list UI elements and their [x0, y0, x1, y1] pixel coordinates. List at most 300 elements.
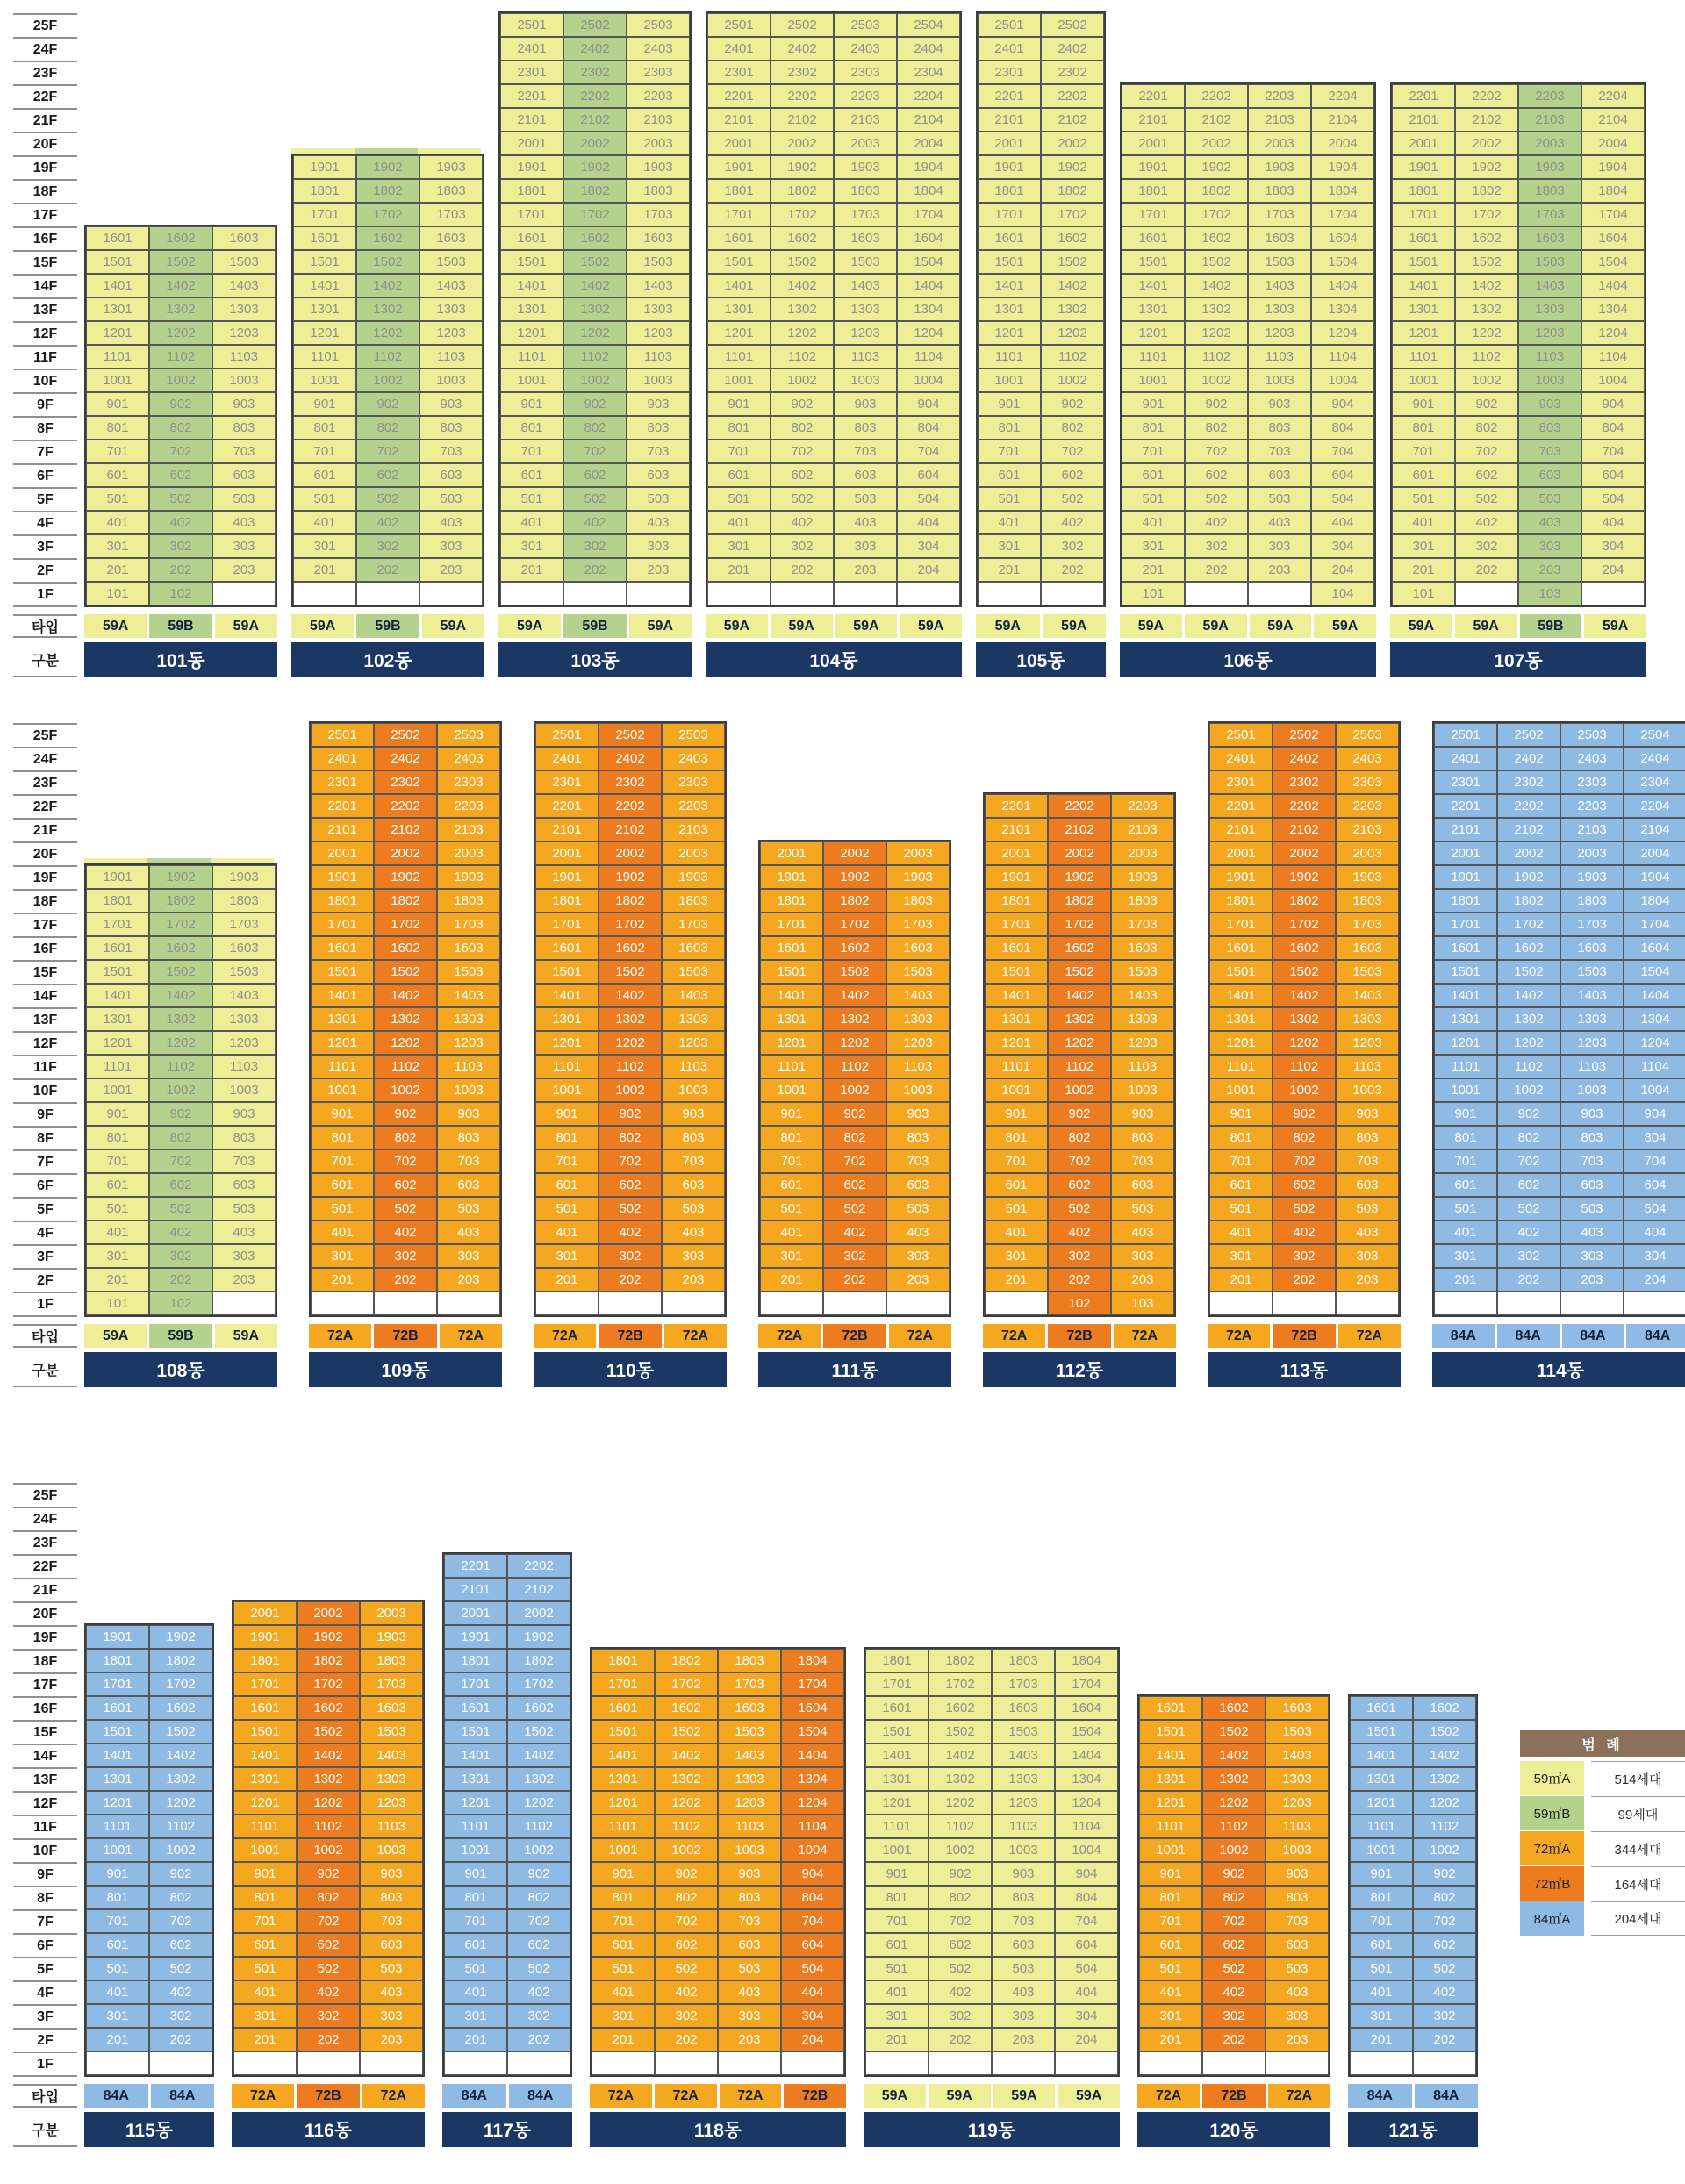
unit-cell: 1901: [707, 155, 771, 179]
unit-cell: 1303: [1111, 1007, 1174, 1031]
unit-cell: 703: [1266, 1909, 1329, 1933]
unit-cell: 1501: [86, 250, 149, 274]
unit-cell: 1204: [781, 1791, 844, 1815]
unit-cell: 903: [834, 392, 897, 416]
spacer: [590, 2077, 846, 2084]
unit-cell: 1102: [1041, 345, 1104, 369]
unit-cell: 301: [293, 534, 356, 558]
unit-cell: 501: [293, 487, 356, 511]
floor-row: [233, 1838, 423, 1862]
floor-row: [1139, 1815, 1329, 1838]
unit-cell: 901: [311, 1102, 374, 1126]
unit-cell: 301: [985, 1244, 1048, 1268]
unit-cell: 1202: [599, 1031, 662, 1055]
floor-row: [311, 913, 500, 936]
type-chip: 59A: [900, 614, 962, 638]
floor-row: [535, 770, 725, 794]
floor-row: [311, 1268, 500, 1292]
unit-cell: 2201: [1209, 794, 1273, 818]
floor-row: [311, 1031, 500, 1055]
floor-row: [1209, 1126, 1399, 1149]
unit-cell: 1602: [1413, 1696, 1476, 1720]
unit-cell: 501: [444, 1957, 507, 1980]
unit-cell: 2003: [886, 841, 950, 865]
unit-cell: 603: [437, 1173, 500, 1197]
floor-row: [978, 534, 1104, 558]
unit-cell: 302: [149, 2004, 212, 2028]
floor-row: [233, 1625, 423, 1649]
unit-cell: 1701: [1209, 913, 1273, 936]
floor-row: [86, 1102, 276, 1126]
unit-cell: 1001: [1139, 1838, 1202, 1862]
unit-cell: 1202: [1048, 1031, 1111, 1055]
floor-row: [311, 1197, 500, 1221]
unit-cell: 303: [1560, 1244, 1624, 1268]
unit-cell: 1402: [1048, 984, 1111, 1007]
unit-cell: 203: [992, 2028, 1055, 2052]
floor-row: [760, 1149, 950, 1173]
unit-cell: 602: [374, 1173, 437, 1197]
floor-row: [865, 1720, 1118, 1744]
unit-cell: 1901: [293, 155, 356, 179]
unit-cell: 1501: [1434, 960, 1497, 984]
floor-row: [535, 1078, 725, 1102]
unit-cell: 903: [1248, 392, 1311, 416]
building-floors: [84, 863, 277, 1317]
floor-label: 21F: [13, 108, 77, 132]
floor-row: [1350, 1957, 1476, 1980]
floor-row: [592, 1862, 844, 1886]
section-row-3: [13, 1483, 1478, 2147]
type-chip: 72A: [758, 1324, 821, 1348]
floor-label: 5F: [13, 1957, 77, 1980]
unit-cell: 1801: [1434, 889, 1497, 913]
unit-cell: 2203: [662, 794, 725, 818]
unit-cell: 502: [929, 1957, 992, 1980]
unit-cell: 1102: [655, 1815, 718, 1838]
unit-cell: 2503: [627, 13, 690, 37]
building-name-bar: 105동: [976, 642, 1106, 677]
unit-cell: 1704: [1311, 203, 1374, 226]
unit-cell: 1402: [507, 1744, 570, 1767]
unit-cell: 2002: [1455, 132, 1518, 155]
unit-cell: 902: [507, 1862, 570, 1886]
unit-cell: 1101: [535, 1055, 599, 1078]
unit-cell: 1203: [1518, 321, 1581, 345]
unit-cell: 1301: [1434, 1007, 1497, 1031]
unit-cell: 1803: [662, 889, 725, 913]
unit-cell: 2102: [1273, 818, 1336, 841]
unit-cell: 803: [1518, 416, 1581, 440]
unit-cell: 301: [760, 1244, 823, 1268]
type-chip: 84A: [1562, 1324, 1624, 1348]
unit-cell: 1204: [1624, 1031, 1685, 1055]
unit-cell: 202: [563, 558, 627, 582]
unit-cell: 501: [978, 487, 1041, 511]
floor-row: [978, 61, 1104, 84]
building-floors: [1432, 721, 1685, 1317]
unit-cell: 802: [1413, 1886, 1476, 1909]
unit-cell: 601: [86, 1173, 149, 1197]
unit-cell: 503: [1266, 1957, 1329, 1980]
unit-cell: 802: [149, 1886, 212, 1909]
unit-cell: 1301: [1209, 1007, 1273, 1031]
empty-unit-cell: [834, 582, 897, 605]
floor-axis: [13, 13, 77, 677]
floor-label: 25F: [13, 723, 77, 747]
unit-cell: 1002: [507, 1838, 570, 1862]
unit-cell: 2204: [1624, 794, 1685, 818]
floor-row: [1209, 960, 1399, 984]
unit-cell: 902: [297, 1862, 360, 1886]
group-row-label: 구분: [13, 1352, 77, 1387]
unit-cell: 1502: [1041, 250, 1104, 274]
type-chip: 59A: [976, 614, 1040, 638]
unit-cell: 1003: [437, 1078, 500, 1102]
unit-cell: 1602: [655, 1696, 718, 1720]
unit-cell: 704: [1311, 440, 1374, 463]
unit-cell: 201: [1122, 558, 1185, 582]
unit-cell: 2402: [374, 747, 437, 770]
type-chip: 72A: [309, 1324, 371, 1348]
unit-cell: 1601: [985, 936, 1048, 960]
floor-row: [985, 960, 1174, 984]
unit-cell: 402: [1497, 1221, 1560, 1244]
unit-cell: 1703: [1518, 203, 1581, 226]
unit-cell: 803: [662, 1126, 725, 1149]
unit-cell: 2403: [662, 747, 725, 770]
unit-cell: 2501: [1209, 723, 1273, 747]
unit-cell: 2403: [627, 37, 690, 61]
unit-cell: 2101: [985, 818, 1048, 841]
unit-cell: 1901: [1209, 865, 1273, 889]
unit-cell: 803: [212, 416, 276, 440]
floor-row: [86, 297, 276, 321]
unit-cell: 702: [297, 1909, 360, 1933]
floor-row: [1122, 440, 1374, 463]
unit-cell: 701: [1350, 1909, 1413, 1933]
type-row-label: 타입: [13, 1324, 77, 1348]
unit-cell: 1801: [707, 179, 771, 203]
floor-row: [311, 1078, 500, 1102]
floor-label: 21F: [13, 1578, 77, 1601]
unit-cell: 701: [1434, 1149, 1497, 1173]
unit-cell: 2002: [599, 841, 662, 865]
unit-cell: 1603: [627, 226, 690, 250]
unit-cell: 304: [781, 2004, 844, 2028]
unit-cell: 702: [374, 1149, 437, 1173]
unit-cell: 802: [1048, 1126, 1111, 1149]
unit-cell: 1201: [1209, 1031, 1273, 1055]
floor-row: [1139, 1886, 1329, 1909]
building-name-bar: 120동: [1137, 2112, 1330, 2147]
unit-cell: 1002: [149, 369, 212, 392]
unit-cell: 1701: [311, 913, 374, 936]
unit-cell: 1101: [1434, 1055, 1497, 1078]
unit-cell: 1003: [212, 369, 276, 392]
unit-cell: 602: [563, 463, 627, 487]
unit-cell: 2202: [1497, 794, 1560, 818]
unit-cell: 1203: [662, 1031, 725, 1055]
empty-unit-cell: [599, 1292, 662, 1315]
unit-cell: 1601: [233, 1696, 297, 1720]
unit-cell: 601: [1122, 463, 1185, 487]
unit-cell: 1602: [1202, 1696, 1266, 1720]
unit-cell: 1801: [444, 1649, 507, 1672]
unit-cell: 2101: [707, 108, 771, 132]
unit-cell: 1503: [627, 250, 690, 274]
unit-cell: 1102: [823, 1055, 886, 1078]
floor-row: [707, 226, 960, 250]
building-name-bar: 110동: [534, 1352, 727, 1387]
unit-cell: 1301: [760, 1007, 823, 1031]
floor-row: [1209, 841, 1399, 865]
type-chip: 59A: [993, 2084, 1056, 2108]
unit-cell: 802: [1497, 1126, 1560, 1149]
unit-cell: 201: [1209, 1268, 1273, 1292]
unit-cell: 1001: [86, 369, 149, 392]
unit-cell: 1801: [760, 889, 823, 913]
spacer: [1390, 607, 1646, 614]
unit-cell: 803: [627, 416, 690, 440]
floor-row: [1122, 392, 1374, 416]
floor-row: [86, 1909, 212, 1933]
unit-cell: 502: [771, 487, 834, 511]
floor-row: [985, 1221, 1174, 1244]
type-chip: 59B: [356, 614, 419, 638]
unit-cell: 1003: [1560, 1078, 1624, 1102]
unit-cell: 202: [149, 1268, 212, 1292]
unit-cell: 1802: [356, 179, 419, 203]
unit-cell: 1103: [886, 1055, 950, 1078]
unit-cell: 1501: [1209, 960, 1273, 984]
unit-cell: 401: [500, 511, 563, 534]
unit-cell: 1101: [978, 345, 1041, 369]
unit-cell: 203: [1111, 1268, 1174, 1292]
empty-unit-cell: [1248, 582, 1311, 605]
unit-cell: 704: [897, 440, 960, 463]
unit-cell: 302: [563, 534, 627, 558]
unit-cell: 2303: [437, 770, 500, 794]
unit-cell: 1502: [149, 960, 212, 984]
unit-cell: 203: [1518, 558, 1581, 582]
unit-cell: 603: [360, 1933, 423, 1957]
floor-row: [978, 84, 1104, 108]
unit-cell: 2202: [599, 794, 662, 818]
unit-cell: 701: [86, 1149, 149, 1173]
unit-cell: 2401: [978, 37, 1041, 61]
unit-cell: 1702: [149, 1672, 212, 1696]
unit-cell: 1402: [655, 1744, 718, 1767]
floor-row: [760, 1055, 950, 1078]
unit-cell: 303: [1248, 534, 1311, 558]
unit-cell: 701: [535, 1149, 599, 1173]
unit-cell: 2103: [1518, 108, 1581, 132]
unit-cell: 902: [149, 392, 212, 416]
unit-cell: 1303: [212, 1007, 276, 1031]
unit-cell: 2001: [311, 841, 374, 865]
unit-cell: 203: [1248, 558, 1311, 582]
floor-row: [500, 487, 690, 511]
floor-row: [1139, 1933, 1329, 1957]
unit-cell: 604: [897, 463, 960, 487]
floor-label: 17F: [13, 1672, 77, 1696]
building-104: [706, 11, 962, 677]
unit-cell: 2302: [374, 770, 437, 794]
floor-row: [86, 250, 276, 274]
unit-cell: 1402: [1413, 1744, 1476, 1767]
unit-cell: 302: [507, 2004, 570, 2028]
unit-cell: 802: [149, 1126, 212, 1149]
floor-row: [444, 1554, 570, 1578]
empty-unit-cell: [781, 2052, 844, 2075]
type-chip-row: [534, 1324, 727, 1348]
unit-cell: 1903: [1111, 865, 1174, 889]
building-121: [1348, 1694, 1478, 2147]
unit-cell: 1102: [771, 345, 834, 369]
unit-cell: 1803: [992, 1649, 1055, 1672]
unit-cell: 1602: [356, 226, 419, 250]
unit-cell: 403: [1111, 1221, 1174, 1244]
unit-cell: 1101: [1350, 1815, 1413, 1838]
unit-cell: 1002: [374, 1078, 437, 1102]
unit-cell: 601: [500, 463, 563, 487]
unit-cell: 1302: [149, 297, 212, 321]
floor-label: 8F: [13, 1126, 77, 1149]
unit-cell: 403: [1266, 1980, 1329, 2004]
unit-cell: 1501: [1350, 1720, 1413, 1744]
unit-cell: 1102: [1413, 1815, 1476, 1838]
unit-cell: 601: [707, 463, 771, 487]
floor-row: [86, 1886, 212, 1909]
floor-row: [985, 841, 1174, 865]
floor-label: 16F: [13, 1696, 77, 1720]
unit-cell: 504: [1624, 1197, 1685, 1221]
floor-row: [760, 1031, 950, 1055]
floor-row: [1209, 1031, 1399, 1055]
unit-cell: 402: [563, 511, 627, 534]
floor-row: [444, 1672, 570, 1696]
unit-cell: 1102: [356, 345, 419, 369]
unit-cell: 1001: [444, 1838, 507, 1862]
unit-cell: 401: [86, 1221, 149, 1244]
floor-row: [86, 913, 276, 936]
floor-row: [1434, 1031, 1685, 1055]
unit-cell: 1501: [535, 960, 599, 984]
unit-cell: 601: [86, 463, 149, 487]
floor-row: [760, 984, 950, 1007]
floor-row: [592, 2004, 844, 2028]
empty-unit-cell: [655, 2052, 718, 2075]
unit-cell: 1301: [86, 297, 149, 321]
floor-row: [1350, 1980, 1476, 2004]
unit-cell: 1101: [311, 1055, 374, 1078]
unit-cell: 2202: [1273, 794, 1336, 818]
unit-cell: 802: [655, 1886, 718, 1909]
unit-cell: 503: [212, 487, 276, 511]
floor-row: [311, 818, 500, 841]
unit-cell: 1301: [1122, 297, 1185, 321]
unit-cell: 2201: [444, 1554, 507, 1578]
building-114: [1432, 721, 1685, 1387]
floor-row: [86, 1720, 212, 1744]
unit-cell: 1402: [1185, 274, 1248, 297]
unit-cell: 701: [86, 1909, 149, 1933]
floor-label: 10F: [13, 1078, 77, 1102]
unit-cell: 503: [1560, 1197, 1624, 1221]
floor-row: [592, 1815, 844, 1838]
unit-cell: 503: [718, 1957, 781, 1980]
unit-cell: 901: [233, 1862, 297, 1886]
unit-cell: 1001: [865, 1838, 929, 1862]
floor-row: [1392, 179, 1645, 203]
unit-cell: 1201: [535, 1031, 599, 1055]
unit-cell: 501: [865, 1957, 929, 1980]
unit-cell: 902: [1455, 392, 1518, 416]
unit-cell: 202: [1041, 558, 1104, 582]
floor-row: [1122, 179, 1374, 203]
unit-cell: 2002: [507, 1601, 570, 1625]
unit-cell: 1703: [1248, 203, 1311, 226]
unit-cell: 1203: [992, 1791, 1055, 1815]
type-chip: 59A: [84, 614, 147, 638]
unit-cell: 902: [655, 1862, 718, 1886]
floor-row: [865, 1767, 1118, 1791]
unit-cell: 202: [823, 1268, 886, 1292]
unit-cell: 1501: [1122, 250, 1185, 274]
unit-cell: 601: [535, 1173, 599, 1197]
unit-cell: 701: [1122, 440, 1185, 463]
floor-row: [500, 297, 690, 321]
unit-cell: 1402: [374, 984, 437, 1007]
unit-cell: 101: [86, 582, 149, 605]
unit-cell: 901: [86, 1102, 149, 1126]
unit-cell: 1503: [1248, 250, 1311, 274]
unit-cell: 501: [985, 1197, 1048, 1221]
unit-cell: 1803: [419, 179, 483, 203]
unit-cell: 302: [771, 534, 834, 558]
unit-cell: 1302: [771, 297, 834, 321]
unit-cell: 1802: [655, 1649, 718, 1672]
unit-cell: 1302: [1202, 1767, 1266, 1791]
floor-row: [985, 1102, 1174, 1126]
unit-cell: 502: [655, 1957, 718, 1980]
unit-cell: 901: [1122, 392, 1185, 416]
floor-row-1f: [86, 582, 276, 605]
floor-row: [1209, 984, 1399, 1007]
unit-cell: 1403: [1560, 984, 1624, 1007]
floor-row: [86, 1815, 212, 1838]
floor-row: [592, 1649, 844, 1672]
floor-row: [1139, 1980, 1329, 2004]
unit-cell: 1202: [655, 1791, 718, 1815]
floor-label: 6F: [13, 1933, 77, 1957]
axis-spacer: [13, 2077, 77, 2084]
legend-item: [1520, 1796, 1685, 1830]
unit-cell: 1301: [1139, 1767, 1202, 1791]
unit-cell: 403: [627, 511, 690, 534]
floor-row: [760, 1173, 950, 1197]
unit-cell: 1001: [1209, 1078, 1273, 1102]
unit-cell: 902: [823, 1102, 886, 1126]
unit-cell: 401: [707, 511, 771, 534]
floor-label: 22F: [13, 84, 77, 108]
spacer: [442, 2077, 572, 2084]
floor-row: [1139, 1696, 1329, 1720]
unit-cell: 1902: [823, 865, 886, 889]
unit-cell: 802: [1202, 1886, 1266, 1909]
unit-cell: 1403: [212, 984, 276, 1007]
